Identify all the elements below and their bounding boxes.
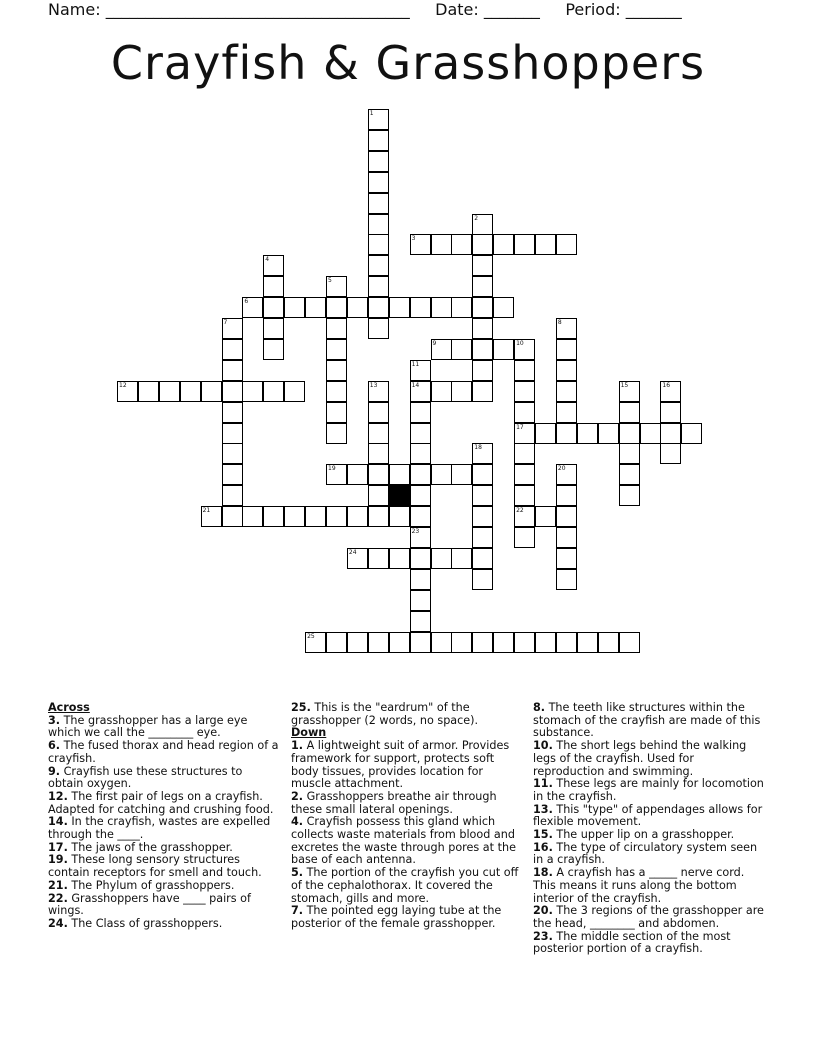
grid-cell[interactable] <box>535 234 556 255</box>
grid-cell[interactable] <box>326 506 347 527</box>
grid-cell[interactable] <box>514 234 535 255</box>
clue-item <box>533 867 765 905</box>
clue-column-1 <box>48 702 280 931</box>
clue-number-label: 21 <box>202 507 211 515</box>
clue-text: The type of circulatory system seen in a crayfish. <box>533 840 758 867</box>
clue-number: 3. <box>48 713 61 727</box>
clue-number-label: 22 <box>516 507 524 515</box>
clue-item <box>48 918 280 931</box>
grid-cell[interactable] <box>222 402 243 423</box>
grid-cell[interactable] <box>472 632 493 653</box>
grid-cell[interactable] <box>222 506 243 527</box>
clue-text: A crayfish has a _____ nerve cord. This means it runs along the bottom interior of the crayfish. <box>533 866 745 905</box>
clue-item <box>291 702 523 727</box>
clue-number: 19. <box>48 853 68 867</box>
grid-cell[interactable] <box>535 632 556 653</box>
clue-item <box>533 931 765 956</box>
grid-cell[interactable] <box>451 548 472 569</box>
grid-cell[interactable] <box>410 423 431 444</box>
grid-cell[interactable] <box>326 360 347 381</box>
clue-number-label: 3 <box>411 235 416 243</box>
page-title: Crayfish & Grasshoppers <box>110 36 706 90</box>
clue-number-label: 15 <box>620 381 629 389</box>
grid-cell[interactable] <box>535 506 556 527</box>
grid-cell[interactable] <box>305 506 326 527</box>
grid-cell[interactable] <box>556 506 577 527</box>
grid-cell[interactable] <box>431 234 452 255</box>
clue-number: 15. <box>533 828 553 842</box>
grid-cell[interactable] <box>263 255 284 276</box>
grid-cell[interactable] <box>410 402 431 423</box>
grid-cell[interactable] <box>431 632 452 653</box>
grid-cell[interactable] <box>284 381 305 402</box>
grid-cell[interactable] <box>514 423 535 444</box>
grid-cell[interactable] <box>326 297 347 318</box>
grid-cell[interactable] <box>660 423 681 444</box>
grid-cell[interactable] <box>222 339 243 360</box>
clue-number: 6. <box>48 739 61 753</box>
grid-cell[interactable] <box>263 276 284 297</box>
clue-number: 20. <box>533 904 553 918</box>
clue-item <box>533 778 765 803</box>
clue-number: 18. <box>533 866 553 880</box>
clue-number-label: 2 <box>474 214 479 222</box>
grid-cell[interactable] <box>556 381 577 402</box>
clue-item <box>48 766 280 791</box>
clue-number-label: 17 <box>516 423 524 431</box>
grid-cell[interactable] <box>556 464 577 485</box>
grid-cell[interactable] <box>159 381 180 402</box>
grid-cell[interactable] <box>410 381 431 402</box>
grid-cell[interactable] <box>263 297 284 318</box>
clue-number-label: 20 <box>557 465 566 473</box>
grid-cell[interactable] <box>368 402 389 423</box>
clue-number-label: 25 <box>307 632 315 640</box>
grid-cell[interactable] <box>284 297 305 318</box>
grid-cell[interactable] <box>222 381 243 402</box>
clue-number-label: 24 <box>348 548 357 556</box>
clue-number: 1. <box>291 739 304 753</box>
grid-cell[interactable] <box>242 297 263 318</box>
grid-cell[interactable] <box>493 297 514 318</box>
clue-item <box>533 702 765 740</box>
grid-cell[interactable] <box>368 318 389 339</box>
grid-cell[interactable] <box>222 485 243 506</box>
grid-cell[interactable] <box>410 297 431 318</box>
grid-cell[interactable] <box>410 527 431 548</box>
grid-cell[interactable] <box>431 297 452 318</box>
clue-text: The Class of grasshoppers. <box>67 916 223 930</box>
grid-cell[interactable] <box>368 214 389 235</box>
grid-cell[interactable] <box>410 360 431 381</box>
grid-cell[interactable] <box>347 506 368 527</box>
grid-cell[interactable] <box>472 548 493 569</box>
clue-number: 25. <box>291 701 311 714</box>
grid-cell[interactable] <box>472 234 493 255</box>
clue-text: Crayfish use these structures to obtain oxygen. <box>48 764 243 791</box>
grid-cell[interactable] <box>368 423 389 444</box>
grid-cell[interactable] <box>368 276 389 297</box>
clue-text: The pointed egg laying tube at the posterior of the female grasshopper. <box>291 904 502 930</box>
grid-cell[interactable] <box>222 318 243 339</box>
grid-cell[interactable] <box>514 632 535 653</box>
grid-cell[interactable] <box>472 214 493 235</box>
grid-cell[interactable] <box>368 151 389 172</box>
grid-cell[interactable] <box>451 381 472 402</box>
clue-item <box>48 816 280 841</box>
grid-cell[interactable] <box>472 360 493 381</box>
grid-cell[interactable] <box>514 506 535 527</box>
clue-number-label: 8 <box>557 319 562 326</box>
clue-number-label: 18 <box>474 444 482 452</box>
grid-cell[interactable] <box>451 234 472 255</box>
grid-cell[interactable] <box>451 464 472 485</box>
grid-cell[interactable] <box>368 381 389 402</box>
grid-cell[interactable] <box>410 443 431 464</box>
grid-cell[interactable] <box>347 297 368 318</box>
clue-text: The fused thorax and head region of a crayfish. <box>48 739 279 765</box>
grid-cell[interactable] <box>263 381 284 402</box>
grid-cell[interactable] <box>681 423 702 444</box>
grid-cell[interactable] <box>326 318 347 339</box>
grid-cell[interactable] <box>556 548 577 569</box>
clue-item <box>533 740 765 778</box>
grid-cell[interactable] <box>472 527 493 548</box>
grid-cell[interactable] <box>326 423 347 444</box>
grid-cell[interactable] <box>368 109 389 130</box>
date-field[interactable]: _______ <box>483 0 540 19</box>
clue-item <box>533 905 765 930</box>
clue-number-label: 11 <box>411 360 420 368</box>
clue-text: The grasshopper has a large eye which we call the ________ eye. <box>48 713 248 740</box>
grid-cell[interactable] <box>577 423 598 444</box>
clue-text: The upper lip on a grasshopper. <box>552 828 735 842</box>
grid-cell[interactable] <box>368 255 389 276</box>
grid-cell[interactable] <box>472 506 493 527</box>
clue-item <box>291 905 523 930</box>
clue-number: 10. <box>533 739 553 753</box>
grid-cell[interactable] <box>472 569 493 590</box>
clue-text: Crayfish possess this gland which collects waste materials from blood and excretes the waste through pores at the base of each antenna. <box>291 815 516 867</box>
clue-number-label: 5 <box>328 277 332 285</box>
grid-cell[interactable] <box>514 339 535 360</box>
clue-number: 9. <box>48 764 61 778</box>
grid-cell[interactable] <box>556 339 577 360</box>
across-heading: Across <box>48 701 90 714</box>
grid-cell[interactable] <box>472 443 493 464</box>
grid-cell[interactable] <box>556 402 577 423</box>
grid-cell[interactable] <box>368 548 389 569</box>
grid-cell[interactable] <box>472 297 493 318</box>
grid-cell[interactable] <box>389 297 410 318</box>
grid-cell[interactable] <box>451 297 472 318</box>
clue-text: In the crayfish, wastes are expelled through the ____. <box>48 815 271 842</box>
shaded-cell <box>389 485 410 506</box>
grid-cell[interactable] <box>514 381 535 402</box>
grid-cell[interactable] <box>242 381 263 402</box>
grid-cell[interactable] <box>472 318 493 339</box>
clue-number: 2. <box>291 789 304 803</box>
grid-cell[interactable] <box>201 506 222 527</box>
clue-text: The 3 regions of the grasshopper are the head, ________ and abdomen. <box>533 904 764 930</box>
grid-cell[interactable] <box>431 464 452 485</box>
clue-number-label: 6 <box>244 298 249 306</box>
grid-cell[interactable] <box>556 360 577 381</box>
grid-cell[interactable] <box>577 632 598 653</box>
grid-cell[interactable] <box>410 590 431 611</box>
grid-cell[interactable] <box>514 402 535 423</box>
clue-text: These long sensory structures contain receptors for smell and touch. <box>48 853 262 880</box>
clue-number-label: 9 <box>432 339 437 347</box>
grid-cell[interactable] <box>660 443 681 464</box>
grid-cell[interactable] <box>347 464 368 485</box>
grid-cell[interactable] <box>389 632 410 653</box>
grid-cell[interactable] <box>493 234 514 255</box>
grid-cell[interactable] <box>619 632 640 653</box>
clue-text: The first pair of legs on a crayfish. Adapted for catching and crushing food. <box>48 789 274 816</box>
grid-cell[interactable] <box>431 339 452 360</box>
clue-item <box>291 867 523 905</box>
grid-cell[interactable] <box>514 464 535 485</box>
grid-cell[interactable] <box>514 443 535 464</box>
grid-cell[interactable] <box>619 464 640 485</box>
clue-item <box>48 854 280 879</box>
grid-cell[interactable] <box>410 632 431 653</box>
grid-cell[interactable] <box>326 632 347 653</box>
grid-cell[interactable] <box>514 485 535 506</box>
grid-cell[interactable] <box>368 443 389 464</box>
clue-text: A lightweight suit of armor. Provides framework for support, protects soft body tissues, provides location for muscle attachment. <box>291 739 510 791</box>
grid-cell[interactable] <box>410 548 431 569</box>
grid-cell[interactable] <box>368 297 389 318</box>
grid-cell[interactable] <box>556 632 577 653</box>
clue-item <box>48 715 280 740</box>
date-label: Date: <box>435 0 479 19</box>
clue-number: 11. <box>533 777 553 791</box>
grid-cell[interactable] <box>242 506 263 527</box>
clue-item <box>48 791 280 816</box>
grid-cell[interactable] <box>472 464 493 485</box>
clue-item <box>48 893 280 918</box>
grid-cell[interactable] <box>556 234 577 255</box>
clue-item <box>533 842 765 867</box>
clue-number-label: 14 <box>411 381 420 389</box>
grid-cell[interactable] <box>619 402 640 423</box>
clue-text: The portion of the crayfish you cut off of the cephalothorax. It covered the stomach, gills and more. <box>291 866 519 905</box>
grid-cell[interactable] <box>326 381 347 402</box>
clue-number: 21. <box>48 878 68 892</box>
grid-cell[interactable] <box>619 423 640 444</box>
grid-cell[interactable] <box>284 506 305 527</box>
grid-cell[interactable] <box>180 381 201 402</box>
grid-cell[interactable] <box>222 423 243 444</box>
grid-cell[interactable] <box>660 381 681 402</box>
clue-text: These legs are mainly for locomotion in the crayfish. <box>533 777 764 803</box>
grid-cell[interactable] <box>368 632 389 653</box>
grid-cell[interactable] <box>117 381 138 402</box>
grid-cell[interactable] <box>222 464 243 485</box>
clue-number: 8. <box>533 701 546 714</box>
grid-cell[interactable] <box>326 402 347 423</box>
grid-cell[interactable] <box>619 485 640 506</box>
clue-number: 14. <box>48 815 68 829</box>
grid-cell[interactable] <box>326 339 347 360</box>
clue-number-label: 4 <box>265 256 270 264</box>
grid-cell[interactable] <box>598 632 619 653</box>
grid-cell[interactable] <box>472 485 493 506</box>
grid-cell[interactable] <box>410 611 431 632</box>
clue-text: The jaws of the grasshopper. <box>67 840 233 854</box>
grid-cell[interactable] <box>368 172 389 193</box>
grid-cell[interactable] <box>556 318 577 339</box>
grid-cell[interactable] <box>535 423 556 444</box>
clue-number: 16. <box>533 840 553 854</box>
clue-number-label: 7 <box>223 319 228 326</box>
grid-cell[interactable] <box>368 130 389 151</box>
grid-cell[interactable] <box>410 485 431 506</box>
grid-cell[interactable] <box>451 339 472 360</box>
clue-text: This is the "eardrum" of the grasshopper (2 words, no space). <box>291 701 479 727</box>
grid-cell[interactable] <box>263 318 284 339</box>
clue-text: The Phylum of grasshoppers. <box>67 878 235 892</box>
clue-number: 4. <box>291 815 304 829</box>
grid-cell[interactable] <box>556 527 577 548</box>
grid-cell[interactable] <box>368 464 389 485</box>
clue-number-label: 1 <box>369 110 374 117</box>
grid-cell[interactable] <box>389 464 410 485</box>
grid-cell[interactable] <box>431 548 452 569</box>
grid-cell[interactable] <box>472 255 493 276</box>
clue-number: 5. <box>291 866 304 880</box>
grid-cell[interactable] <box>389 506 410 527</box>
clue-text: The short legs behind the walking legs of the crayfish. Used for reproduction and swimming. <box>533 739 747 778</box>
name-label: Name: <box>48 0 101 19</box>
grid-cell[interactable] <box>472 276 493 297</box>
grid-cell[interactable] <box>368 485 389 506</box>
grid-cell[interactable] <box>472 339 493 360</box>
grid-cell[interactable] <box>514 527 535 548</box>
grid-cell[interactable] <box>493 339 514 360</box>
grid-cell[interactable] <box>451 632 472 653</box>
grid-cell[interactable] <box>347 632 368 653</box>
grid-cell[interactable] <box>410 569 431 590</box>
grid-cell[interactable] <box>410 506 431 527</box>
clue-item <box>291 740 523 791</box>
grid-cell[interactable] <box>138 381 159 402</box>
clue-item <box>533 804 765 829</box>
clue-number-label: 23 <box>411 528 420 535</box>
grid-cell[interactable] <box>347 548 368 569</box>
name-field[interactable]: ______________________________________ <box>105 0 410 19</box>
grid-cell[interactable] <box>389 548 410 569</box>
grid-cell[interactable] <box>201 381 222 402</box>
clue-item <box>48 740 280 765</box>
grid-cell[interactable] <box>326 464 347 485</box>
period-field[interactable]: _______ <box>625 0 682 19</box>
grid-cell[interactable] <box>222 360 243 381</box>
clue-number: 24. <box>48 916 68 930</box>
clue-number-label: 12 <box>119 381 127 389</box>
grid-cell[interactable] <box>619 381 640 402</box>
grid-cell[interactable] <box>556 423 577 444</box>
grid-cell[interactable] <box>263 339 284 360</box>
clue-number-label: 16 <box>662 381 671 389</box>
clue-number: 17. <box>48 840 68 854</box>
clue-text: The middle section of the most posterior portion of a crayfish. <box>533 929 731 956</box>
clue-item <box>291 816 523 867</box>
clue-text: This "type" of appendages allows for flexible movement. <box>533 802 763 829</box>
grid-cell[interactable] <box>222 443 243 464</box>
grid-cell[interactable] <box>640 423 661 444</box>
grid-cell[interactable] <box>368 193 389 214</box>
clue-number: 12. <box>48 789 68 803</box>
period-label: Period: <box>565 0 621 19</box>
clue-number-label: 10 <box>516 339 524 347</box>
grid-cell[interactable] <box>598 423 619 444</box>
grid-cell[interactable] <box>472 381 493 402</box>
grid-cell[interactable] <box>556 569 577 590</box>
grid-cell[interactable] <box>556 485 577 506</box>
clue-column-2 <box>291 702 523 931</box>
clue-item <box>291 791 523 816</box>
grid-cell[interactable] <box>305 632 326 653</box>
clue-number: 23. <box>533 929 553 943</box>
grid-cell[interactable] <box>368 234 389 255</box>
grid-cell[interactable] <box>305 297 326 318</box>
clue-number: 22. <box>48 891 68 905</box>
grid-cell[interactable] <box>326 276 347 297</box>
grid-cell[interactable] <box>619 443 640 464</box>
grid-cell[interactable] <box>368 506 389 527</box>
clue-number: 7. <box>291 904 304 918</box>
clue-text: Grasshoppers have ____ pairs of wings. <box>48 891 251 918</box>
grid-cell[interactable] <box>660 402 681 423</box>
grid-cell[interactable] <box>514 360 535 381</box>
down-heading: Down <box>291 726 327 740</box>
clue-number: 13. <box>533 802 553 816</box>
grid-cell[interactable] <box>410 464 431 485</box>
grid-cell[interactable] <box>431 381 452 402</box>
grid-cell[interactable] <box>493 632 514 653</box>
grid-cell[interactable] <box>410 234 431 255</box>
clue-text: Grasshoppers breathe air through these small lateral openings. <box>291 789 497 816</box>
clue-number-label: 13 <box>369 381 378 389</box>
clue-text: The teeth like structures within the stomach of the crayfish are made of this substance. <box>533 701 761 740</box>
grid-cell[interactable] <box>263 506 284 527</box>
clue-column-3 <box>533 702 765 956</box>
clue-number-label: 19 <box>328 465 336 473</box>
